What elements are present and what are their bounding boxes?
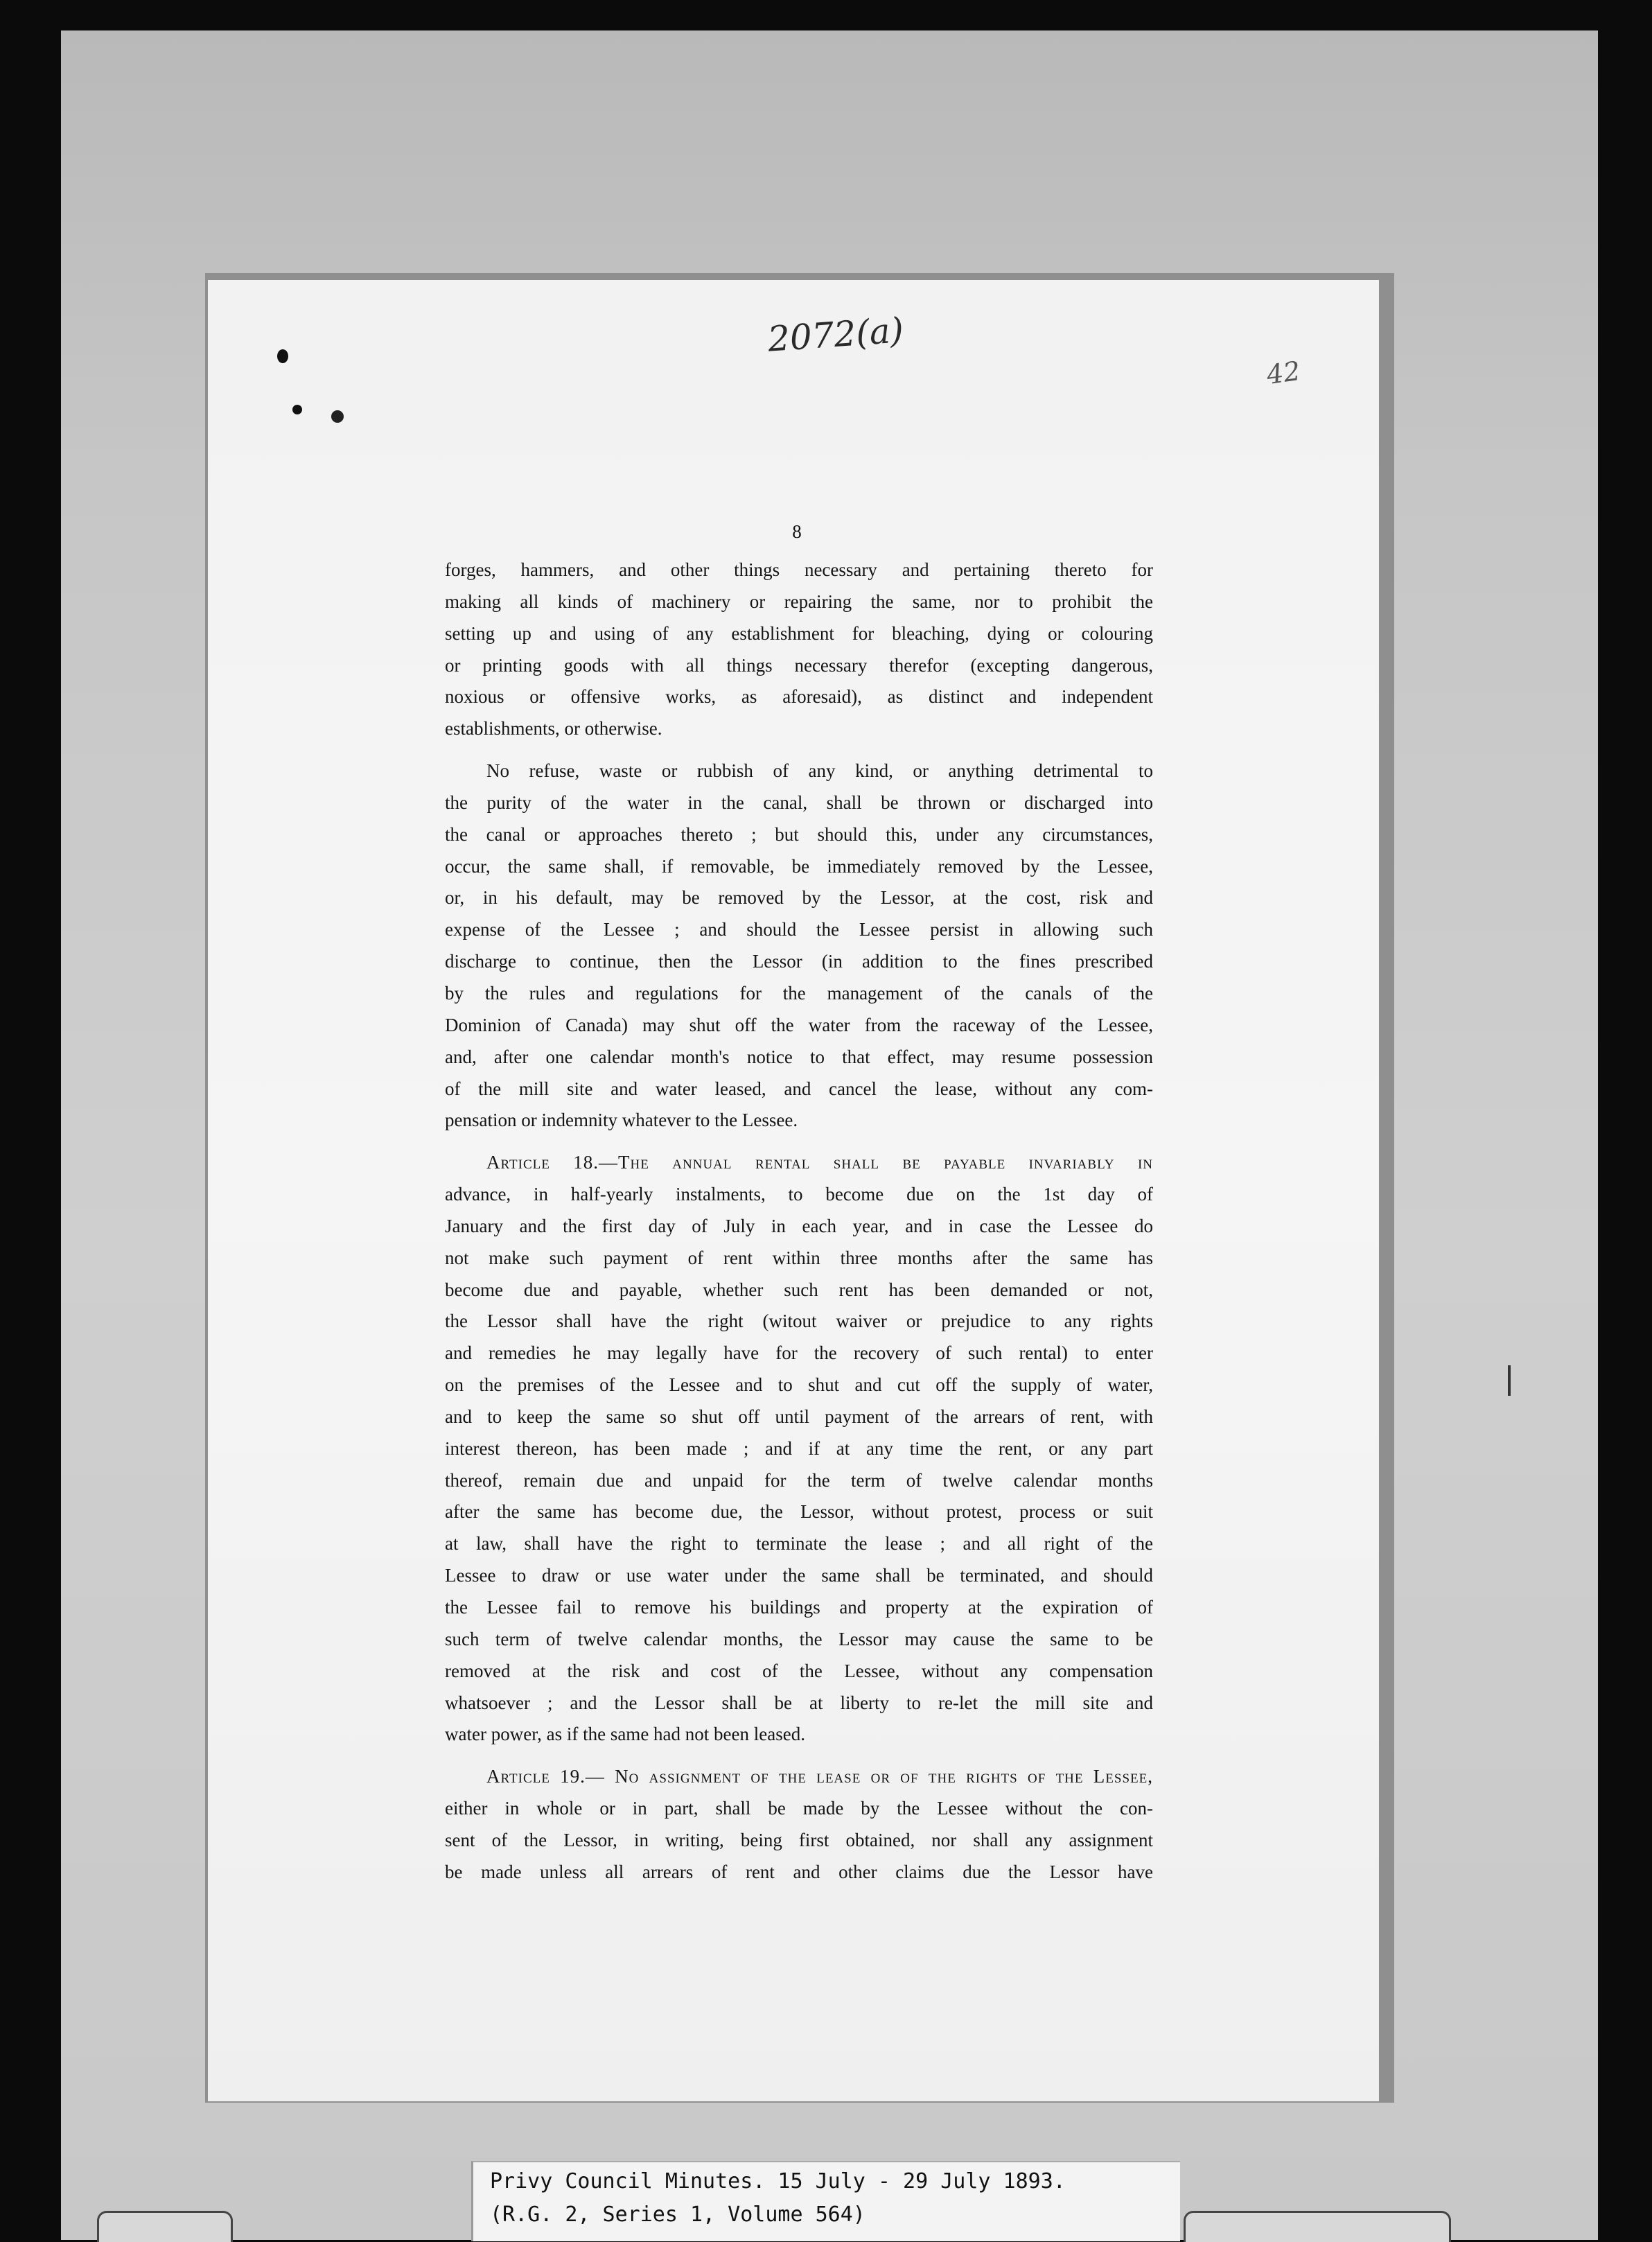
text-line: pensation or indemnity whatever to the Lessee. <box>445 1110 798 1131</box>
text-line: by the rules and regulations for the management of the canals of the <box>445 982 1153 1004</box>
text-line: the purity of the water in the canal, shall be thrown or discharged into <box>445 791 1153 813</box>
page-number: 8 <box>792 521 802 542</box>
handwritten-corner-number: 42 <box>1265 355 1303 391</box>
text-line: forges, hammers, and other things necessary and pertaining thereto for <box>445 559 1153 580</box>
text-line: expense of the Lessee ; and should the Lessee persist in allowing such <box>445 919 1153 940</box>
text-line: whatsoever ; and the Lessor shall be at liberty to re-let the mill site and <box>445 1692 1153 1713</box>
text-line: water power, as if the same had not been leased. <box>445 1724 805 1745</box>
text-line: at law, shall have the right to terminate the lease ; and all right of the <box>445 1533 1153 1554</box>
text-line: January and the first day of July in each year, and in case the Lessee do <box>445 1215 1153 1236</box>
pin-hole-mark <box>277 349 288 363</box>
film-tab-right <box>1184 2211 1451 2242</box>
text-line: Dominion of Canada) may shut off the water from the raceway of the Lessee, <box>445 1014 1153 1035</box>
text-line: thereof, remain due and unpaid for the term of twelve calendar months <box>445 1469 1153 1491</box>
text-line: the canal or approaches thereto ; but should this, under any circumstances, <box>445 823 1153 845</box>
text-line: or printing goods with all things necessary therefor (excepting dangerous, <box>445 654 1153 676</box>
caption-line-1: Privy Council Minutes. 15 July - 29 July 1893. <box>490 2169 1066 2193</box>
text-line: advance, in half-yearly instalments, to become due on the 1st day of <box>445 1184 1153 1205</box>
text-line: sent of the Lessor, in writing, being first obtained, nor shall any assignment <box>445 1829 1153 1850</box>
text-line: such term of twelve calendar months, the Lessor may cause the same to be <box>445 1628 1153 1649</box>
text-line: of the mill site and water leased, and cancel the lease, without any com- <box>445 1078 1153 1099</box>
text-line: Lessee to draw or use water under the same shall be terminated, and should <box>445 1565 1153 1586</box>
text-line: No refuse, waste or rubbish of any kind, or anything detrimental to <box>486 760 1153 782</box>
text-line: occur, the same shall, if removable, be immediately removed by the Lessee, <box>445 855 1153 877</box>
text-line: become due and payable, whether such rent has been demanded or not, <box>445 1279 1153 1300</box>
article-18-heading: Article 18.—The annual rental shall be payable invariably in <box>486 1152 1153 1173</box>
text-line: on the premises of the Lessee and to shut and cut off the supply of water, <box>445 1374 1153 1396</box>
text-line: and remedies he may legally have for the recovery of such rental) to enter <box>445 1342 1153 1364</box>
caption-line-2: (R.G. 2, Series 1, Volume 564) <box>490 2202 865 2227</box>
text-line: the Lessor shall have the right (witout waiver or prejudice to any rights <box>445 1311 1153 1332</box>
text-line: discharge to continue, then the Lessor (in addition to the fines prescribed <box>445 951 1153 972</box>
text-line: be made unless all arrears of rent and other claims due the Lessor have <box>445 1861 1153 1882</box>
text-line: interest thereon, has been made ; and if at any time the rent, or any part <box>445 1437 1153 1459</box>
text-line: either in whole or in part, shall be made by the Lessee without the con- <box>445 1798 1153 1819</box>
handwritten-reference: 2072(a) <box>766 310 905 360</box>
text-line: the Lessee fail to remove his buildings and property at the expiration of <box>445 1597 1153 1618</box>
text-line: and to keep the same so shut off until payment of the arrears of rent, with <box>445 1405 1153 1427</box>
document-body <box>445 554 1153 1889</box>
text-line: after the same has become due, the Lessor, without protest, process or suit <box>445 1501 1153 1523</box>
text-line: or, in his default, may be removed by the Lessor, at the cost, risk and <box>445 887 1153 909</box>
pin-hole-mark <box>292 405 302 414</box>
text-line: and, after one calendar month's notice to that effect, may resume possession <box>445 1046 1153 1067</box>
text-line: establishments, or otherwise. <box>445 718 662 739</box>
margin-mark <box>1508 1365 1511 1396</box>
text-line: setting up and using of any establishment for bleaching, dying or colouring <box>445 622 1153 644</box>
text-line: removed at the risk and cost of the Lessee, without any compensation <box>445 1660 1153 1681</box>
article-19-heading: Article 19.— No assignment of the lease or of the rights of the Lessee, <box>486 1766 1153 1787</box>
pin-hole-mark <box>331 410 344 423</box>
text-line: not make such payment of rent within three months after the same has <box>445 1247 1153 1268</box>
text-line: making all kinds of machinery or repairing the same, nor to prohibit the <box>445 590 1153 612</box>
archive-caption <box>471 2161 1180 2241</box>
film-tab-left <box>97 2211 233 2242</box>
text-line: noxious or offensive works, as aforesaid), as distinct and independent <box>445 686 1153 708</box>
